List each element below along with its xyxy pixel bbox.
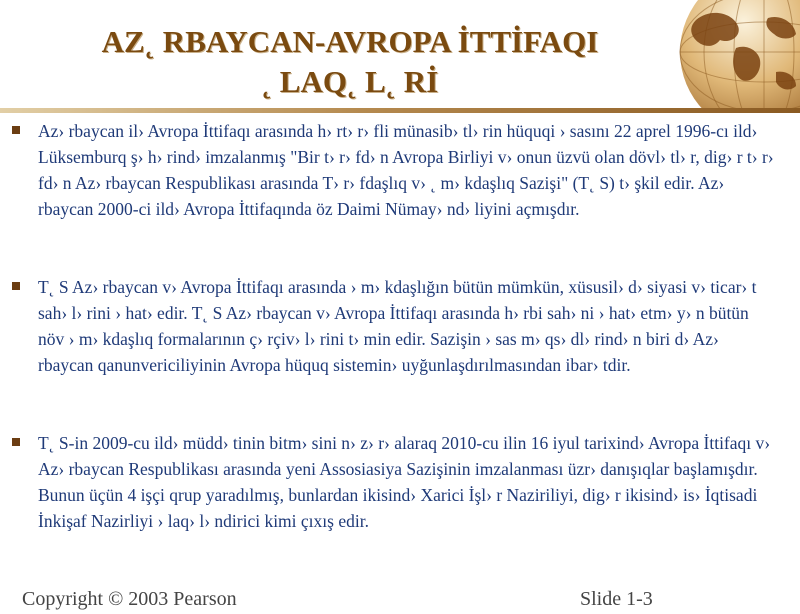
square-bullet-icon — [12, 282, 20, 290]
bullet-text: T˛ S Az› rbaycan v› Avropa İttifaqı arasında › m› kdaşlığın bütün mümkün, xüsusil› d› siyasi v› ticar› t sah› l› rini › hat› edir. T˛ S Az› rbaycan v› Avropa İttifaqı arasında h› rbi sah› ni › hat› etm› y› n bütün növ › m› kdaşlıq formalarının ç› rçiv› l› rini t› min edir. Sazişin › sas m› qs› dl› rind› n biri d› Az› rbaycan qanunvericiliyinin Avropa hüquq sistemin› uyğunlaşdırılmasından ibar› tdir. — [38, 277, 757, 375]
square-bullet-icon — [12, 438, 20, 446]
bullet-text: T˛ S-in 2009-cu ild› müdd› tinin bitm› sini n› z› r› alaraq 2010-cu ilin 16 iyul tarixind› Avropa İttifaqı v› Az› rbaycan Respublikası arasında yeni Assosiasiya Sazişinin imzalanması üzr› danışıqlar başlamışdır. Bunun üçün 4 işçi qrup yaradılmış, bunlardan ikisind› Xarici İşl› r Naziriliyi, dig› r ikisind› is› İqtisadi İnkişaf Nazirliyi › laq› l› ndirici kimi çıxış edir. — [38, 433, 771, 531]
bullet-list — [0, 118, 800, 534]
title-line-2: ˛ LAQ˛ L˛ Rİ — [261, 64, 439, 99]
bullet-text: Az› rbaycan il› Avropa İttifaqı arasında h› rt› r› fli münasib› tl› rin hüquqi › sasını 22 aprel 1996-cı ild› Lüksemburq ş› h› rind› imzalanmış "Bir t› r› fd› n Avropa Birliyi v› onun üzvü olan dövl› tl› r, dig› r t› r› fd› n Az› rbaycan Respublikası arasında T› r› fdaşlıq v› ˛ m› kdaşlıq Sazişi" (T˛ S) t› şkil edir. Az› rbaycan 2000-ci ild› Avropa İttifaqında öz Daimi Nümay› nd› liyini açmışdır. — [38, 121, 774, 219]
bullet-item — [0, 118, 800, 222]
title-divider — [0, 108, 800, 113]
slide-number: Slide 1-3 — [580, 588, 653, 610]
copyright-text: Copyright © 2003 Pearson — [22, 588, 237, 610]
square-bullet-icon — [12, 126, 20, 134]
globe-icon — [676, 0, 800, 112]
slide-title — [30, 22, 670, 102]
bullet-item — [0, 274, 800, 378]
slide-footer — [0, 584, 800, 614]
bullet-item — [0, 430, 800, 534]
title-line-1: AZ˛ RBAYCAN-AVROPA İTTİFAQI — [101, 24, 599, 59]
